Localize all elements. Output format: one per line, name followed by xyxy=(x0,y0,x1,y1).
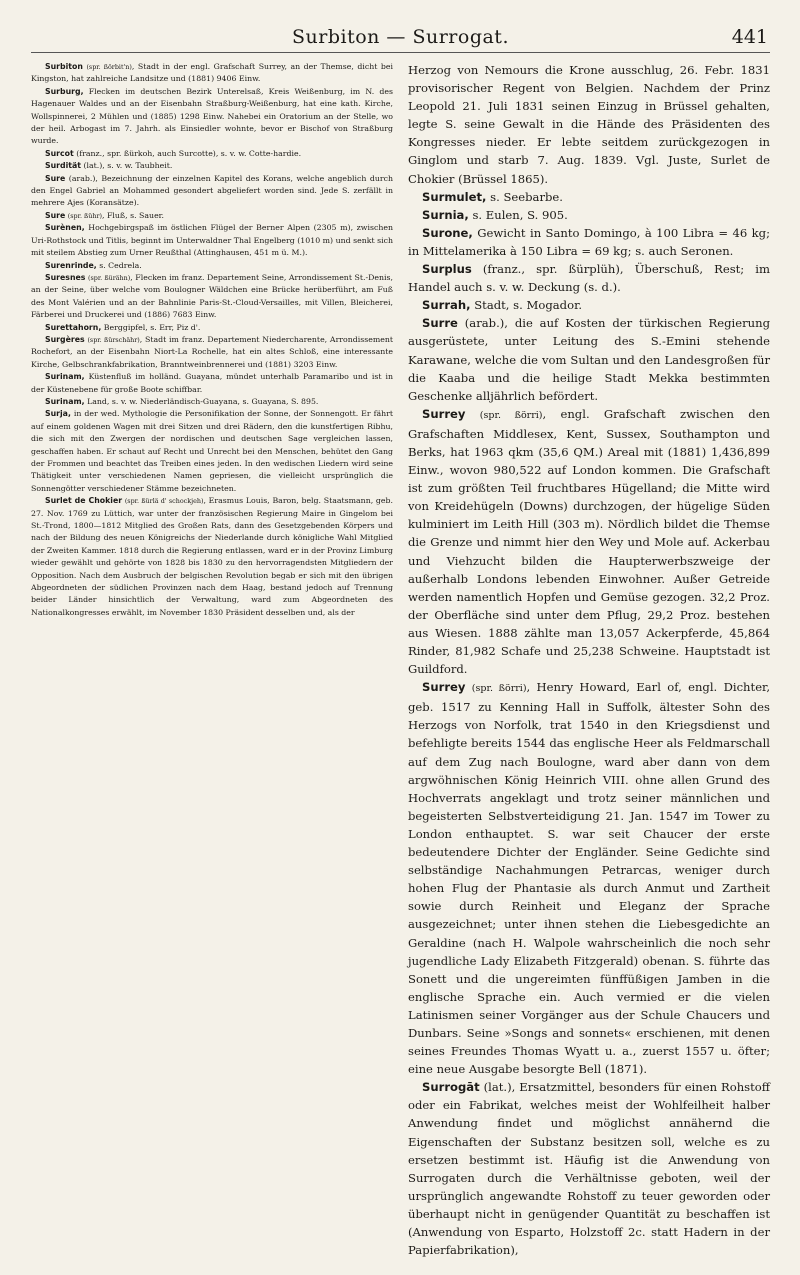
entry-headword: Surmulet, xyxy=(422,189,487,204)
entry-text: , engl. Grafschaft zwischen den Grafschaften Middlesex, Kent, Sussex, Southampton und Berks, hat 1963 qkm (35,6 QM.) Areal mit (1881) 1,436,899 Einw., wovon 980,522 auf London kommen. Die Grafschaft ist zum größten Teil fruchtbares Hügelland; die Mitte wird von Kreidehügeln (Downs) durchzogen, der hügelige Süden kulminiert im Leith Hill (303 m). Nördlich bildet die Themse die Grenze und nimmt hier den Wey und Mole auf. Ackerbau und Viehzucht bilden die Haupterwerbszweige der außerhalb Londons lebenden Einwohner. Außer Getreide werden namentlich Hopfen und Gemüse gezogen. 32,2 Proz. der Oberfläche sind unter dem Pflug, 29,2 Proz. bestehen aus Wiesen. 1888 zählte man 13,057 Ackerpferde, 45,864 Rinder, 81,982 Schafe und 25,238 Schweine. Hauptstadt ist Guildford. xyxy=(408,406,771,677)
entry-headword: Surre xyxy=(422,316,458,331)
entry-headword: Surlet de Chokier xyxy=(45,496,123,506)
entry-headword: Sure xyxy=(45,210,66,220)
running-title: Surbiton — Surrogat. xyxy=(292,26,509,48)
right-column xyxy=(408,61,770,1259)
dictionary-entry xyxy=(31,371,393,396)
entry-pronunciation: (spr. ßühr) xyxy=(67,211,103,220)
dictionary-entry xyxy=(31,222,393,259)
entry-text: s. Cedrela. xyxy=(96,260,142,270)
entry-headword: Sure xyxy=(45,173,66,183)
entry-headword: Surone, xyxy=(422,225,473,240)
entry-headword: Surdität xyxy=(45,161,81,171)
dictionary-entry xyxy=(31,272,393,322)
entry-pronunciation: (spr. ßürschähr) xyxy=(87,335,140,344)
dictionary-entry xyxy=(408,314,770,404)
entry-text: Stadt, s. Mogador. xyxy=(470,298,583,313)
entry-pronunciation: (spr. ßörri) xyxy=(471,683,527,695)
entry-text: Herzog von Nemours die Krone ausschlug, 26. Febr. 1831 provisorischer Regent von Belgien. Nachdem der Prinz Leopold 21. Juli 1831 seinen Einzug in Brüssel gehalten, legte S. seine Gewalt in die Hände des Präsidenten des Kongresses nieder. Er lebte seitdem zurückgezogen in Ginglom und starb 7. Aug. 1839. Vgl. Juste, Surlet de Chokier (Brüssel 1865). xyxy=(408,63,770,186)
entry-text: s. Eulen, S. 905. xyxy=(468,207,568,222)
entry-text: , Henry Howard, Earl of, engl. Dichter, geb. 1517 zu Kenning Hall in Suffolk, ältester Sohn des Herzogs von Norfolk, trat 1540 in den Kriegsdienst und befehligte bereits 1544 das englische Heer als Feldmarschall auf dem Zug nach Boulogne, ward aber dann von dem argwöhnischen König Heinrich VIII. ohne allen Grund des Hochverrats angeklagt und trotz seiner männlichen und begeisterten Selbstverteidigung 21. Jan. 1547 im Tower zu London enthauptet. S. war seit Chaucer der erste bedeutendere Dichter der Engländer. Seine Gedichte sind selbständige Nachahmungen Petrarcas, weniger durch hohen Flug der Phantasie als durch Anmut und Zartheit sowie durch Reinheit und Eleganz der Sprache ausgezeichnet; unter ihnen stehen die Liebesgedichte an Geraldine (nach H. Walpole wahrscheinlich die noch sehr jugendliche Lady Elizabeth Fitzgerald) obenan. S. führte das Sonett und die ungereimten fünffüßigen Jamben in die englische Sprache ein. Auch vermied er die vielen Latinismen seiner Vorgänger aus der Schule Chaucers und Dunbars. Seine »Songs and sonnets« erschienen, mit denen seines Freundes Thomas Wyatt u. a., zuerst 1557 u. öfter; eine neue Ausgabe besorgte Bell (1871). xyxy=(408,680,771,1077)
entry-text: Gewicht in Santo Domingo, à 100 Libra = 46 kg; in Mittelamerika à 150 Libra = 69 kg; s. auch Seronen. xyxy=(408,225,770,258)
dictionary-entry xyxy=(31,160,393,172)
page-header xyxy=(31,22,770,53)
entry-text: in der wed. Mythologie die Personifikation der Sonne, der Sonnengott. Er fährt auf einem goldenen Wagen mit drei Sitzen und drei Rädern, den die kunstfertigen Ribhu, die sich mit den Zwergen der nordischen und deutschen Sage vergleichen lassen, geschaffen haben. Er schaut auf Recht und Unrecht bei den Menschen, behütet den Gang der Frommen und beachtet das Treiben eines jeden. In den wedischen Liedern wird seine Thätigkeit unter verschiedenen Namen gepriesen, die vielleicht ursprünglich die Sonnengötter verschiedener Stämme bezeichneten. xyxy=(31,409,393,493)
entry-text: , Stadt im franz. Departement Niedercharente, Arrondissement Rochefort, an der Eisenbahn Niort-La Rochelle, hat ein altes Schloß, eine interessante Kirche, Gelbschrankfabrikation, Branntweinbrennerei und (1881) 3203 Einw. xyxy=(31,334,393,369)
entry-text: s. Seebarbe. xyxy=(486,189,563,204)
dictionary-entry xyxy=(408,188,770,206)
dictionary-entry xyxy=(31,61,393,86)
entry-headword: Surinam, xyxy=(45,396,85,406)
entry-headword: Surnia, xyxy=(422,207,469,222)
dictionary-entry xyxy=(31,260,393,272)
dictionary-entry xyxy=(31,322,393,334)
entry-headword: Surbiton xyxy=(45,62,83,71)
entry-headword: Surrah, xyxy=(422,298,471,313)
entry-pronunciation: (spr. ßürlä d' schockjeh) xyxy=(124,497,204,506)
dictionary-entry xyxy=(408,260,770,296)
entry-text: , Stadt in der engl. Grafschaft Surrey, an der Themse, dicht bei Kingston, hat zahlreiche Landsitze und (1881) 9406 Einw. xyxy=(31,62,393,84)
entry-text: Küstenfluß im holländ. Guayana, mündet unterhalb Paramaribo und ist in der Küstenebene für große Boote schiffbar. xyxy=(31,372,393,394)
entry-text: , Erasmus Louis, Baron, belg. Staatsmann, geb. 27. Nov. 1769 zu Lüttich, war unter der französischen Regierung Maire in Gingelom bei St.-Trond, 1800—1812 Mitglied des Großen Rats, dann des Gesetzgebenden Körpers und nach der Bildung des neuen Königreichs der Niederlande durch königliche Wahl Mitglied der Zweiten Kammer. 1818 durch die Regierung entlassen, ward er in der Provinz Limburg wieder gewählt und gehörte von 1828 bis 1830 zu den hervorragendsten Mitgliedern der Opposition. Nach dem Ausbruch der belgischen Revolution begab er sich mit den übrigen Abgeordneten der südlichen Provinzen nach dem Haag, bestand jedoch auf Trennung beider Länder hinsichtlich der Verwaltung, ward zum Abgeordneten des Nationalkongresses erwählt, im November 1830 Präsident desselben und, als der xyxy=(31,496,393,617)
entry-pronunciation: (spr. ßörbit'n) xyxy=(86,63,132,71)
dictionary-entry xyxy=(31,334,393,371)
entry-headword: Surja, xyxy=(45,409,71,419)
entry-text: Land, s. v. w. Niederländisch-Guayana, s. Guayana, S. 895. xyxy=(84,396,319,406)
left-column xyxy=(31,61,393,1259)
entry-text: , Flecken im franz. Departement Seine, Arrondissement St.-Denis, an der Seine, über welche vom Boulogner Wäldchen eine Brücke herüberführt, am Fuß des Mont Valérien und an der Bahnlinie Paris-St.-Cloud-Versailles, mit Villen, Bleicherei, Färberei und Druckerei und (1886) 7683 Einw. xyxy=(31,272,393,320)
entry-headword: Surrey xyxy=(422,406,466,421)
dictionary-entry xyxy=(408,296,770,314)
entry-headword: Surplus xyxy=(422,262,472,277)
entry-headword: Surettahorn, xyxy=(45,322,102,332)
entry-text: Flecken im deutschen Bezirk Unterelsaß, Kreis Weißenburg, im N. des Hagenauer Waldes und an der Eisenbahn Straßburg-Weißenburg, hat eine kath. Kirche, Wollspinnerei, 2 Mühlen und (1885) 1298 Einw. Nahebei ein Oratorium an der Stelle, wo der heil. Arbogast im 7. Jahrh. als Einsiedler wohnte, bevor er Bischof von Straßburg wurde. xyxy=(31,86,393,146)
page-number: 441 xyxy=(731,26,768,48)
entry-text: (franz., spr. ßürkoh, auch Surcotte), s. v. w. Cotte-hardie. xyxy=(73,148,302,158)
dictionary-entry xyxy=(31,396,393,408)
entry-headword: Surgères xyxy=(45,334,85,344)
entry-headword: Surrogāt xyxy=(422,1080,480,1095)
entry-text: , Fluß, s. Sauer. xyxy=(102,210,165,220)
entry-text: (arab.), die auf Kosten der türkischen Regierung ausgerüstete, unter Leitung des S.-Emini stehende Karawane, welche die vom Sultan und den Landesgroßen für die Kaaba und die heilige Stadt Mekka bestimmten Geschenke alljährlich befördert. xyxy=(408,316,770,403)
entry-text: (lat.), s. v. w. Taubheit. xyxy=(80,161,173,171)
entry-headword: Surinam, xyxy=(45,372,85,382)
dictionary-entry xyxy=(408,61,770,188)
entry-text: (lat.), Ersatzmittel, besonders für einen Rohstoff oder ein Fabrikat, welches meist der Wohlfeilheit halber Anwendung findet und möglichst annähernd die Eigenschaften der Substanz besitzen soll, welche es zu ersetzen bestimmt ist. Häufig ist die Anwendung von Surrogaten durch die Verhältnisse geboten, weil der ursprünglich angewandte Rohstoff zu teuer geworden oder überhaupt nicht in genügender Quantität zu beschaffen ist (Anwendung von Esparto, Holzstoff 2c. statt Hadern in der Papierfabrikation), xyxy=(408,1080,770,1258)
entry-pronunciation: (spr. ßürähn) xyxy=(88,273,131,282)
entry-pronunciation: (spr. ßörri) xyxy=(479,409,543,421)
entry-headword: Surènen, xyxy=(45,223,85,233)
entry-headword: Surenrinde, xyxy=(45,260,97,270)
entry-text: (arab.), Bezeichnung der einzelnen Kapitel des Korans, welche angeblich durch den Engel Gabriel an Mohammed gesondert abgeliefert worden sind. Jede S. zerfällt in mehrere Ajes (Koransätze). xyxy=(31,173,393,208)
dictionary-entry xyxy=(31,210,393,222)
entry-headword: Surrey xyxy=(422,680,466,695)
entry-text: (franz., spr. ßürplüh), Überschuß, Rest; im Handel auch s. v. w. Deckung (s. d.). xyxy=(408,262,770,295)
dictionary-entry xyxy=(31,148,393,160)
entry-text: Berggipfel, s. Err, Piz d'. xyxy=(101,322,201,332)
dictionary-entry xyxy=(408,678,770,1078)
dictionary-entry xyxy=(408,1078,770,1259)
columns xyxy=(31,61,770,1259)
dictionary-entry xyxy=(408,405,770,678)
dictionary-entry xyxy=(408,224,770,260)
dictionary-entry xyxy=(408,206,770,224)
dictionary-entry xyxy=(31,495,393,619)
entry-headword: Surburg, xyxy=(45,86,84,96)
entry-text: Hochgebirgspaß im östlichen Flügel der Berner Alpen (2305 m), zwischen Uri-Rothstock und Titlis, beginnt im Unterwaldner Thal Engelberg (1010 m) und senkt sich mit steilem Abstieg zum Urner Reußthal (Attinghausen, 451 m ü. M.). xyxy=(31,223,393,258)
dictionary-entry xyxy=(31,408,393,495)
entry-headword: Suresnes xyxy=(45,272,86,282)
dictionary-entry xyxy=(31,173,393,210)
dictionary-entry xyxy=(31,86,393,148)
entry-headword: Surcot xyxy=(45,148,74,158)
